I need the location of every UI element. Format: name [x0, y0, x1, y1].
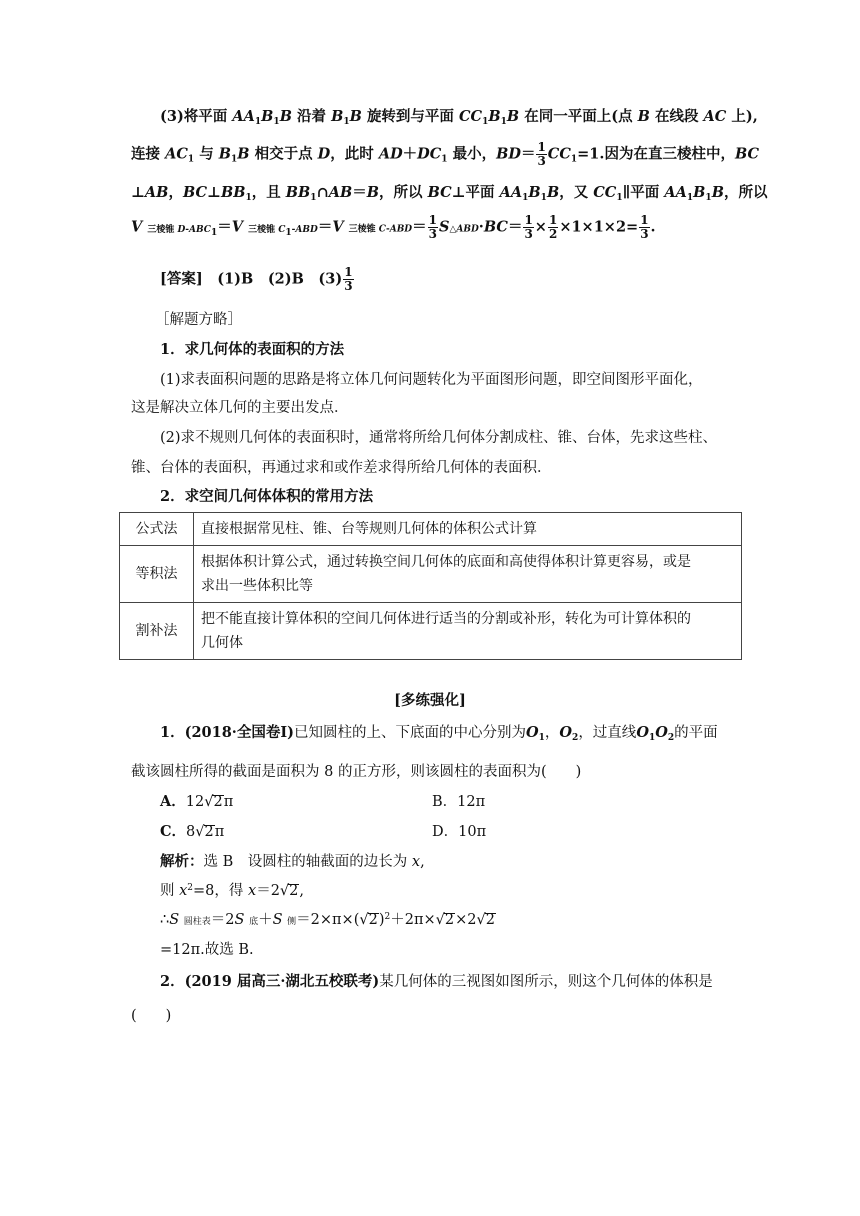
method-name: 公式法 [120, 513, 194, 546]
question-1-explanation-line-4: =12π.故选 B. [160, 942, 254, 958]
practice-heading: [多练强化] [394, 692, 466, 709]
question-1-option-a: A．12√2π [160, 793, 234, 810]
strategy-item-2-title: 2．求空间几何体体积的常用方法 [160, 488, 374, 505]
question-2-line-1: 2．(2019 届高三·湖北五校联考)某几何体的三视图如图所示，则这个几何体的体积是 [160, 973, 713, 990]
table-row [120, 546, 742, 603]
strategy-item-1-p2-line1: (2)求不规则几何体的表面积时，通常将所给几何体分割成柱、锥、台体，先求这些柱、 [160, 430, 718, 446]
method-description: 直接根据常见柱、锥、台等规则几何体的体积公式计算 [194, 513, 742, 546]
question-1-option-d: D．10π [432, 824, 487, 840]
question-1-explanation-line-3: ∴S 圆柱表＝2S 底＋S 侧$=2\times\pi\times(√2)^2+2\pi\times√2\times 2√2$ [160, 912, 495, 928]
question-1-line-2: 截该圆柱所得的截面是面积为 8 的正方形，则该圆柱的表面积为( ) [131, 764, 582, 780]
solution-line-2: 连接 $AC_1$ 与 $B_1B$ 相交于点 D，此时 $AD+DC_1$ 最小，BD＝ $\frac{1}{3}$ $CC_1=1$.因为在直三棱柱中，BC [131, 140, 760, 168]
strategy-heading: ［解题方略］ [155, 312, 242, 328]
solution-line-4: V 三棱锥 $D-ABC_1=V$ 三棱锥 $C_1-ABD=V$ 三棱锥 C-ABD＝ $\frac{1}{3}$ S△ABD·BC＝ $\frac{1}{3}$ × $\frac{1}{2}$ ×1×1×2= $\frac{1}{3}$ . [131, 213, 656, 241]
strategy-item-1-p1-line1: (1)求表面积问题的思路是将立体几何问题转化为平面图形问题，即空间图形平面化， [160, 372, 703, 388]
method-description: 把不能直接计算体积的空间几何体进行适当的分割或补形，转化为可计算体积的 几何体 [194, 603, 742, 660]
question-1-explanation-line-2: 则 $x^2=8$，得 x＝2√2, [160, 883, 305, 899]
question-1-explanation-line-1: 解析：选 B 设圆柱的轴截面的边长为 x, [160, 853, 425, 870]
question-1-line-1: 1．(2018·全国卷Ⅰ)已知圆柱的上、下底面的中心分别为$O_1$，$O_2$，过直线$O_1O_2$的平面 [160, 724, 718, 743]
question-2-line-2: ( ) [131, 1008, 172, 1024]
table-row [120, 603, 742, 660]
strategy-item-1-title: 1．求几何体的表面积的方法 [160, 341, 345, 358]
question-2-source: 2．(2019 届高三·湖北五校联考) [160, 973, 380, 990]
method-name: 等积法 [120, 546, 194, 603]
strategy-item-1-p1-line2: 这是解决立体几何的主要出发点． [131, 400, 349, 416]
question-1-option-c: C．8√2π [160, 823, 225, 840]
volume-methods-table [119, 512, 742, 660]
method-description: 根据体积计算公式，通过转换空间几何体的底面和高使得体积计算更容易，或是 求出一些体积比等 [194, 546, 742, 603]
method-name: 割补法 [120, 603, 194, 660]
table-row [120, 513, 742, 546]
solution-line-1: (3)将平面 $AA_1B_1B$ 沿着 $B_1B$ 旋转到与平面 $CC_1B_1B$ 在同一平面上(点 B 在线段 AC 上), [160, 108, 758, 127]
solution-line-3: ⊥AB，$BC\perp BB_1$，且 $BB_1\cap AB=B$，所以 BC⊥平面 $AA_1B_1B$，又 $CC_1\parallel$平面 $AA_1B_1B$，所以 [131, 184, 768, 203]
question-1-option-b: B．12π [432, 794, 486, 810]
question-1-source: 1．(2018·全国卷Ⅰ) [160, 724, 294, 741]
strategy-item-1-p2-line2: 锥、台体的表面积，再通过求和或作差求得所给几何体的表面积． [131, 460, 552, 476]
answer-line: [答案] (1)B (2)B (3) $\frac{1}{3}$ [160, 265, 353, 293]
